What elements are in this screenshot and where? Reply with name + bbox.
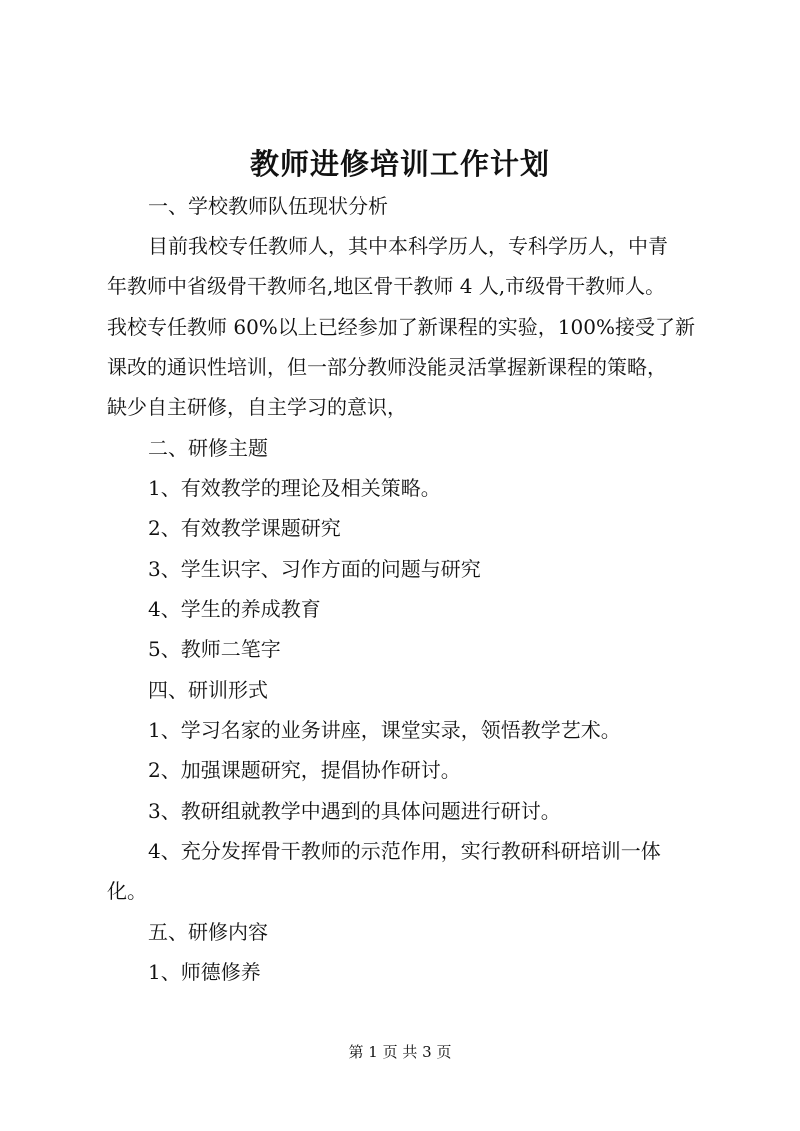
list-item: 5、教师二笔字: [148, 637, 281, 661]
list-item: 4、学生的养成教育: [148, 597, 321, 621]
document-title: 教师进修培训工作计划: [249, 147, 550, 181]
page-number-footer: 第 1 页 共 3 页: [348, 1043, 452, 1061]
section-heading: 五、研修内容: [148, 920, 268, 944]
list-item: 1、师德修养: [148, 960, 261, 984]
section-heading: 一、学校教师队伍现状分析: [148, 194, 388, 218]
list-item-continuation: 化。: [107, 879, 147, 903]
list-item: 3、学生识字、习作方面的问题与研究: [148, 557, 481, 581]
list-item: 1、学习名家的业务讲座，课堂实录，领悟教学艺术。: [148, 718, 621, 742]
section-heading: 四、研训形式: [148, 678, 268, 702]
list-item: 4、充分发挥骨干教师的示范作用，实行教研科研培训一体: [148, 839, 661, 863]
section-heading: 二、研修主题: [148, 436, 268, 460]
paragraph-line: 年教师中省级骨干教师名,地区骨干教师 4 人,市级骨干教师人。: [107, 274, 666, 298]
list-item: 2、加强课题研究，提倡协作研讨。: [148, 758, 461, 782]
paragraph-line: 课改的通识性培训，但一部分教师没能灵活掌握新课程的策略，: [107, 355, 667, 379]
list-item: 1、有效教学的理论及相关策略。: [148, 476, 441, 500]
paragraph-line: 我校专任教师 60%以上已经参加了新课程的实验，100%接受了新: [107, 315, 695, 339]
paragraph-line: 目前我校专任教师人，其中本科学历人，专科学历人，中青: [148, 234, 668, 258]
list-item: 3、教研组就教学中遇到的具体问题进行研讨。: [148, 799, 561, 823]
paragraph-line: 缺少自主研修，自主学习的意识，: [107, 395, 407, 419]
list-item: 2、有效教学课题研究: [148, 516, 341, 540]
